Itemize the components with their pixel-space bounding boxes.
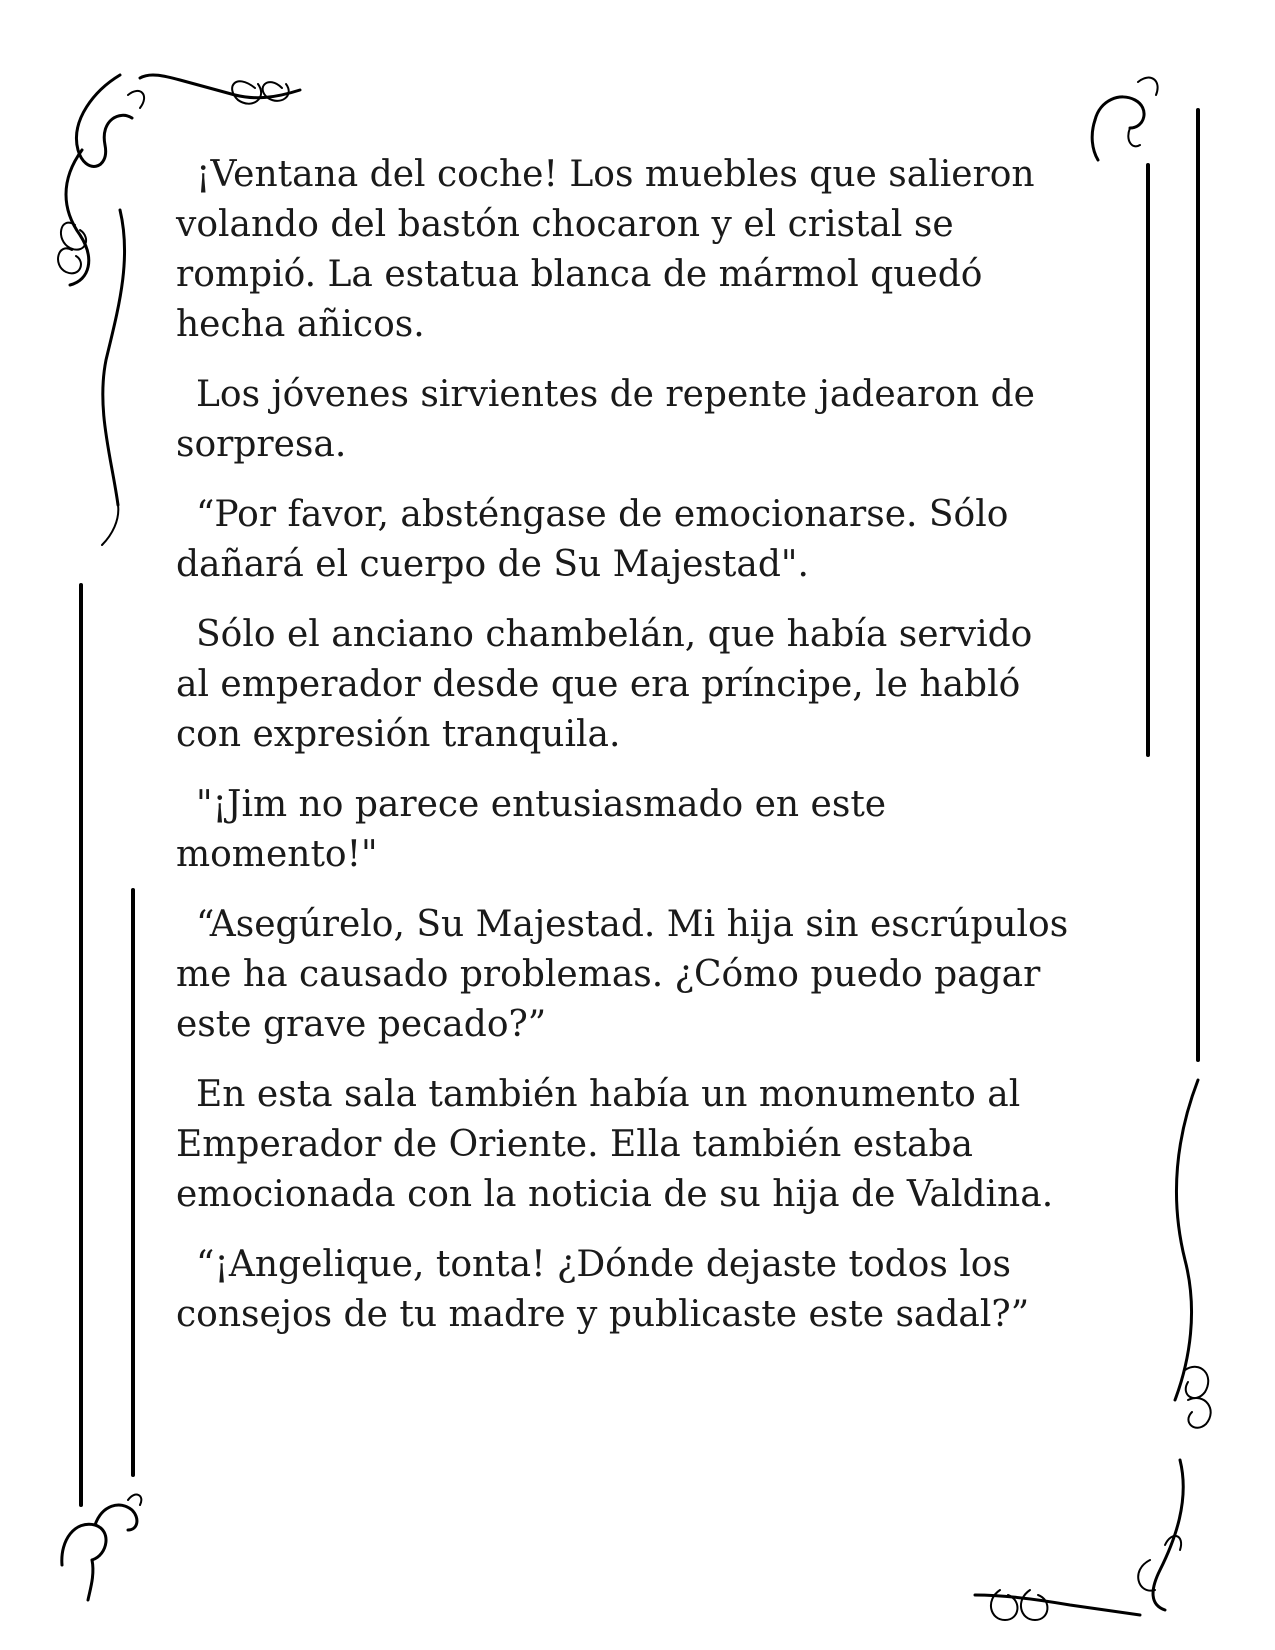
paragraph: “Por favor, absténgase de emocionarse. Sólo dañará el cuerpo de Su Majestad". <box>176 494 1009 585</box>
paragraph: Los jóvenes sirvientes de repente jadearon de sorpresa. <box>176 374 1035 465</box>
paragraph: “Asegúrelo, Su Majestad. Mi hija sin escrúpulos me ha causado problemas. ¿Cómo puedo pagar este grave pecado?” <box>176 904 1069 1045</box>
paragraph: "¡Jim no parece entusiasmado en este momento!" <box>176 784 887 875</box>
paragraph: En esta sala también había un monumento al Emperador de Oriente. Ella también estaba emocionada con la noticia de su hija de Valdina. <box>176 1074 1054 1215</box>
paragraph: Sólo el anciano chambelán, que había servido al emperador desde que era príncipe, le habló con expresión tranquila. <box>176 614 1033 755</box>
paragraph: “¡Angelique, tonta! ¿Dónde dejaste todos los consejos de tu madre y publicaste este sadal?” <box>176 1244 1030 1335</box>
ornate-corner-flourish-icon <box>1092 78 1157 160</box>
paragraph: ¡Ventana del coche! Los muebles que salieron volando del bastón chocaron y el cristal se rompió. La estatua blanca de mármol quedó hecha añicos. <box>176 154 1035 345</box>
page-body <box>176 150 1076 1360</box>
ornate-corner-flourish-icon <box>62 1495 142 1600</box>
